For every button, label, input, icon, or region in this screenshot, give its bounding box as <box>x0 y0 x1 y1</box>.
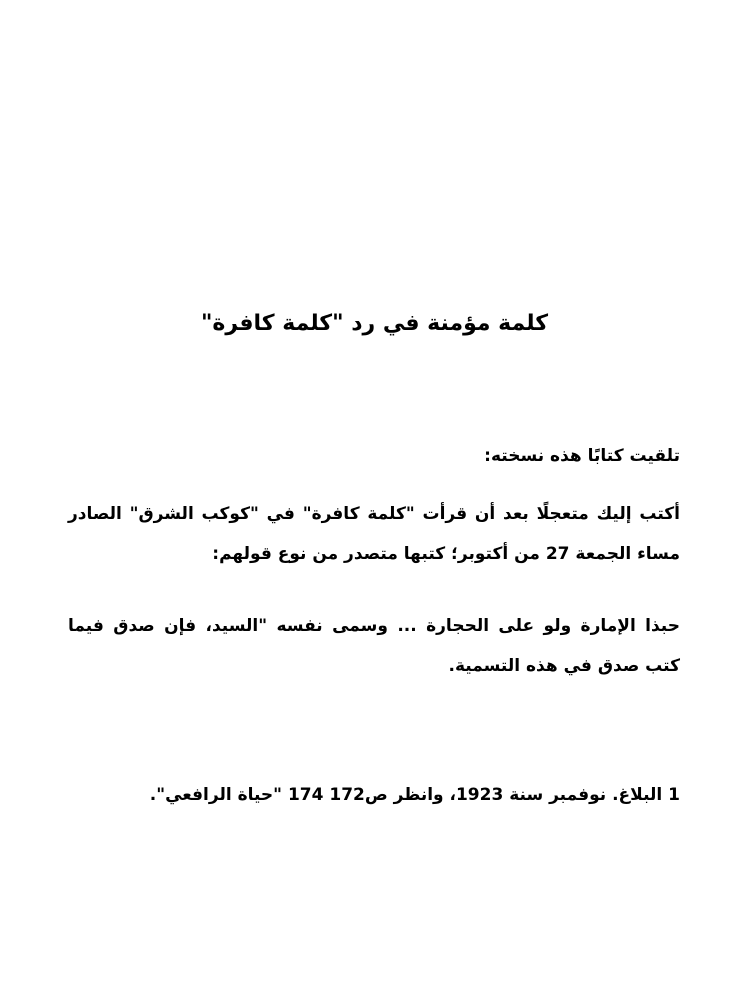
paragraph-letter-opening: أكتب إليك متعجلًا بعد أن قرأت "كلمة كافرة" في "كوكب الشرق" الصادر مساء الجمعة 27 من أكتوبر؛ كتبها متصدر من نوع قولهم: <box>68 504 680 564</box>
footnote: 1 البلاغ. نوفمبر سنة 1923، وانظر ص172 174 "حياة الرافعي". <box>149 785 680 805</box>
paragraph-quote: حبذا الإمارة ولو على الحجارة ... وسمى نفسه "السيد، فإن صدق فيما كتب صدق في هذه التسمية. <box>68 616 680 676</box>
document-title: كلمة مؤمنة في رد "كلمة كافرة" <box>200 311 549 336</box>
paragraph-intro: تلقيت كتابًا هذه نسخته: <box>484 446 680 466</box>
